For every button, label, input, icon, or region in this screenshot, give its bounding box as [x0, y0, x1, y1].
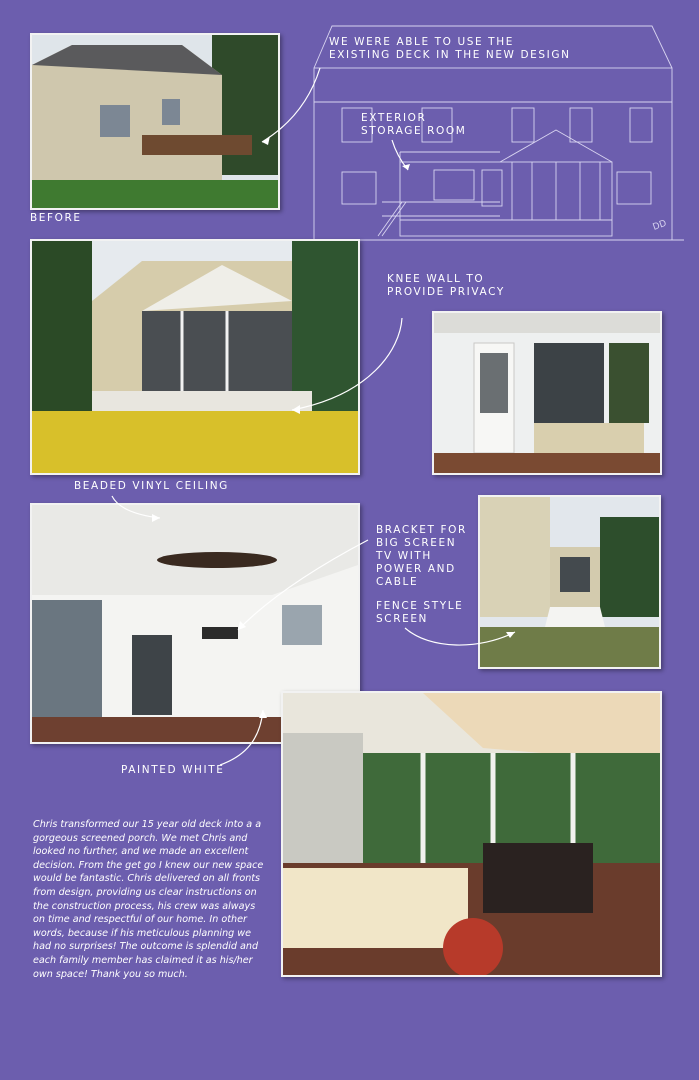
porch-interior-door-photo — [432, 311, 662, 475]
before-photo — [30, 33, 280, 210]
testimonial-text: Chris transformed our 15 year old deck into a a gorgeous screened porch. We met Chris and looked no further, and we made an excellent decision. From the get go I knew our new space would be fantastic. Chris delivered on all fronts from design, providing us clear instructions on the construction process, his crew was always on time and respectful of our home. In other words, because if his meticulous planning we had no surprises! The outcome is splendid and each family member has claimed it as his/her own space! Thank you so much. — [33, 819, 264, 980]
porch-stairs-photo — [478, 495, 661, 669]
fence-screen-label: FENCE STYLE SCREEN — [376, 600, 464, 625]
knee-wall-label: KNEE WALL TO PROVIDE PRIVACY — [387, 273, 505, 298]
furnished-porch-photo — [281, 691, 662, 977]
svg-text:DD: DD — [651, 218, 669, 233]
beaded-ceiling-label: BEADED VINYL CEILING — [74, 480, 229, 492]
porch-exterior-photo — [30, 239, 360, 475]
storage-room-label: EXTERIOR STORAGE ROOM — [361, 112, 467, 137]
painted-white-label: PAINTED WHITE — [121, 764, 225, 776]
before-label: BEFORE — [30, 212, 82, 224]
bracket-label: BRACKET FOR BIG SCREEN TV WITH POWER AND CABLE — [376, 524, 467, 588]
existing-deck-label: WE WERE ABLE TO USE THE EXISTING DECK IN THE NEW DESIGN — [329, 36, 571, 61]
